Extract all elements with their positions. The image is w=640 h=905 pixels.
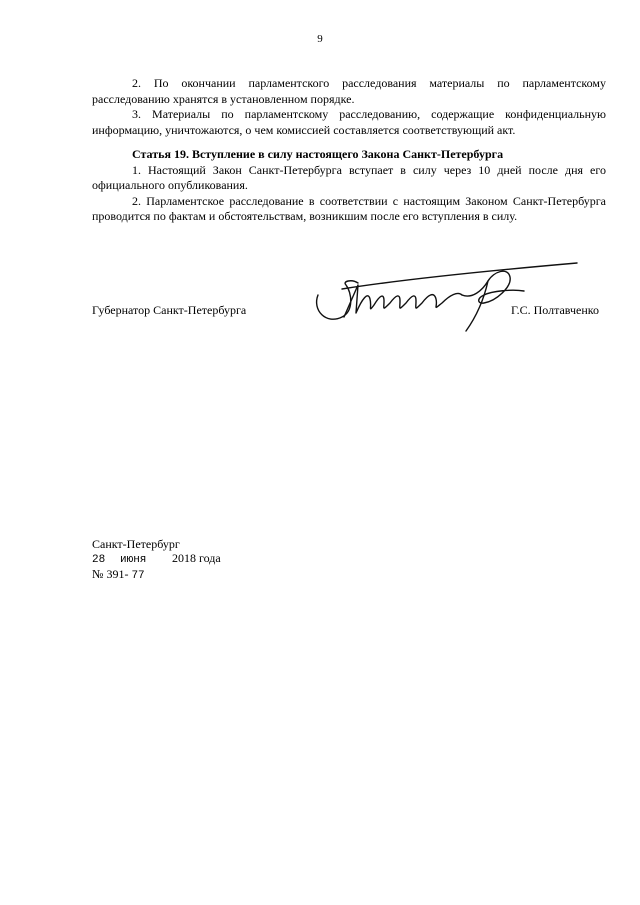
signature-block — [0, 255, 640, 335]
paragraph: 2. Парламентское расследование в соответствии с настоящим Законом Санкт-Петербурга проводится по фактам и обстоятельствам, возникшим после его вступления в силу. — [92, 193, 606, 223]
paragraph: 3. Материалы по парламентскому расследованию, содержащие конфиденциальную информацию, уничтожаются, о чем комиссией составляется соответствующий акт. — [92, 107, 606, 137]
paragraph: 2. По окончании парламентского расследования материалы по парламентскому расследованию хранятся в установленном порядке. — [92, 76, 606, 106]
signatory-name: Г.С. Полтавченко — [511, 303, 600, 317]
place-of-signing: Санкт-Петербург — [92, 537, 180, 551]
date-month: июня — [120, 554, 147, 566]
article-title: Статья 19. Вступление в силу настоящего Закона Санкт-Петербурга — [132, 147, 504, 161]
handwritten-signature — [312, 255, 582, 335]
date-year: 2018 года — [172, 551, 221, 565]
signatory-position: Губернатор Санкт-Петербурга — [92, 303, 247, 317]
signing-date — [92, 551, 221, 567]
document-footer — [92, 537, 221, 583]
date-day: 28 — [92, 554, 106, 566]
document-body — [92, 76, 606, 225]
law-number — [92, 567, 221, 583]
law-number-label: № 391- — [92, 567, 129, 581]
law-number-value: 77 — [131, 570, 145, 582]
page-number: 9 — [317, 33, 323, 45]
paragraph: 1. Настоящий Закон Санкт-Петербурга вступает в силу через 10 дней после дня его официального опубликования. — [92, 162, 606, 192]
